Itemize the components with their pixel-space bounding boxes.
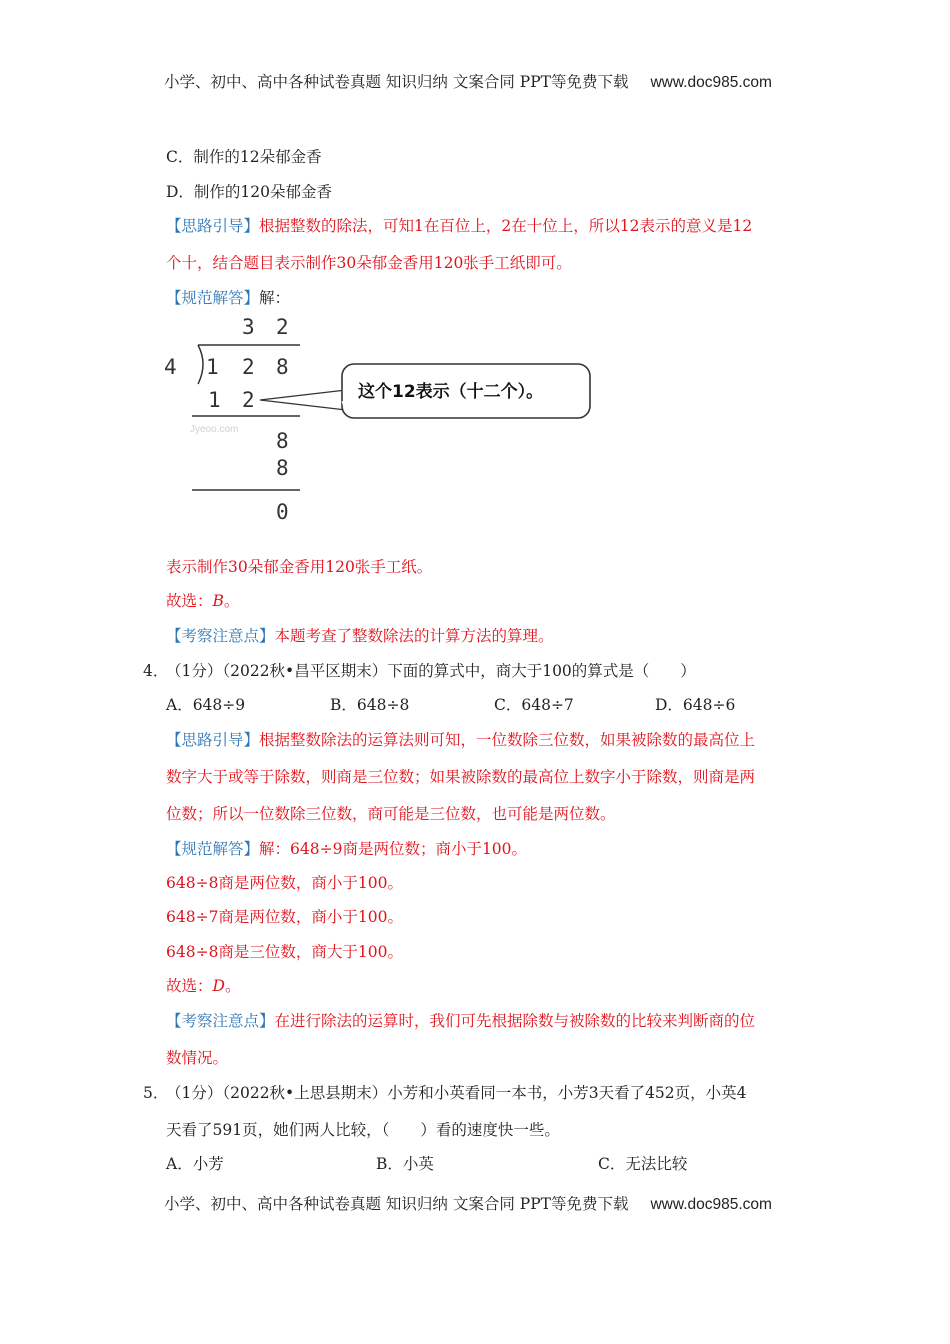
q3-option-c: C．制作的12朵郁金香 xyxy=(166,148,322,166)
divisor: 4 xyxy=(164,355,177,379)
dividend-digit: 2 xyxy=(242,355,255,379)
q4-hint-line3: 位数；所以一位数除三位数，商可能是三位数，也可能是两位数。 xyxy=(166,805,616,823)
q5-option-b: B．小英 xyxy=(376,1155,434,1173)
note-text: 本题考查了整数除法的计算方法的算理。 xyxy=(274,627,554,645)
dividend-digit: 8 xyxy=(276,355,289,379)
q4-note-line2: 数情况。 xyxy=(166,1049,229,1067)
solution-label: 【规范解答】 xyxy=(166,289,260,307)
solution-text: 解： xyxy=(259,289,291,307)
answer-prefix: 故选： xyxy=(166,977,213,995)
q4-option-b: B．648÷8 xyxy=(330,696,410,714)
solution-line1: 解：648÷9商是两位数；商小于100。 xyxy=(259,840,528,858)
q5-number: 5． xyxy=(143,1084,169,1102)
q3-note xyxy=(166,626,554,646)
q4-note xyxy=(166,1011,755,1031)
answer-letter: B xyxy=(212,592,224,610)
q3-answer xyxy=(166,591,239,611)
q4-solution-line2: 648÷8商是两位数，商小于100。 xyxy=(166,874,404,892)
division-bracket xyxy=(198,345,203,384)
answer-suffix: 。 xyxy=(223,592,240,610)
footer-text: 小学、初中、高中各种试卷真题 知识归纳 文案合同 PPT等免费下载 xyxy=(164,1195,629,1213)
q5-stem-line2: 天看了591页，她们两人比较，（ ）看的速度快一些。 xyxy=(166,1121,560,1139)
q4-option-a: A．648÷9 xyxy=(166,696,246,714)
note-text: 在进行除法的运算时，我们可先根据除数与被除数的比较来判断商的位 xyxy=(274,1012,756,1030)
page-footer xyxy=(164,1192,772,1214)
q4-hint-line2: 数字大于或等于除数，则商是三位数；如果被除数的最高位上数字小于除数，则商是两 xyxy=(166,768,756,786)
answer-suffix: 。 xyxy=(224,977,241,995)
solution-label: 【规范解答】 xyxy=(166,840,260,858)
footer-site[interactable]: www.doc985.com xyxy=(650,1196,772,1213)
q3-conclusion: 表示制作30朵郁金香用120张手工纸。 xyxy=(166,558,433,576)
q4-solution xyxy=(166,839,527,859)
q3-option-d: D．制作的120朵郁金香 xyxy=(166,183,333,201)
note-label: 【考察注意点】 xyxy=(166,1012,275,1030)
hint-text: 根据整数的除法，可知1在百位上，2在十位上，所以12表示的意义是12 xyxy=(259,217,753,235)
q3-hint xyxy=(166,216,752,236)
hint-label: 【思路引导】 xyxy=(166,731,260,749)
q4-solution-line4: 648÷8商是三位数，商大于100。 xyxy=(166,943,404,961)
q4-number: 4． xyxy=(143,662,169,680)
hint-text: 根据整数除法的运算法则可知，一位数除三位数，如果被除数的最高位上 xyxy=(259,731,756,749)
q5-option-a: A．小芳 xyxy=(166,1155,224,1173)
long-division-figure xyxy=(160,312,600,527)
watermark: Jyeoo.com xyxy=(190,424,239,435)
page-header xyxy=(164,70,772,92)
step2-digit: 8 xyxy=(276,456,289,480)
q3-solution xyxy=(166,288,290,308)
q4-hint xyxy=(166,730,755,750)
remainder-down: 8 xyxy=(276,429,289,453)
dividend-digit: 1 xyxy=(206,355,219,379)
q5-option-c: C．无法比较 xyxy=(598,1155,688,1173)
q5-stem-line1: （1分）（2022秋•上思县期末）小芳和小英看同一本书，小芳3天看了452页，小英4 xyxy=(166,1084,747,1102)
q4-answer xyxy=(166,976,240,996)
callout-text: 这个12表示（十二个）。 xyxy=(358,382,544,402)
q4-solution-line3: 648÷7商是两位数，商小于100。 xyxy=(166,908,404,926)
q4-option-d: D．648÷6 xyxy=(655,696,736,714)
header-text: 小学、初中、高中各种试卷真题 知识归纳 文案合同 PPT等免费下载 xyxy=(164,73,629,91)
hint-label: 【思路引导】 xyxy=(166,217,260,235)
answer-letter: D xyxy=(212,977,225,995)
result-digit: 0 xyxy=(276,500,289,524)
note-label: 【考察注意点】 xyxy=(166,627,275,645)
callout-pointer xyxy=(260,390,346,410)
answer-prefix: 故选： xyxy=(166,592,213,610)
step1-digit: 1 xyxy=(208,388,221,412)
q4-option-c: C．648÷7 xyxy=(494,696,574,714)
q4-stem: （1分）（2022秋•昌平区期末）下面的算式中，商大于100的算式是（ ） xyxy=(166,662,696,680)
step1-digit: 2 xyxy=(242,388,255,412)
quotient-digit: 3 xyxy=(242,315,255,339)
q3-hint-line2: 个十，结合题目表示制作30朵郁金香用120张手工纸即可。 xyxy=(166,254,572,272)
header-site[interactable]: www.doc985.com xyxy=(650,74,772,91)
quotient-digit: 2 xyxy=(276,315,289,339)
